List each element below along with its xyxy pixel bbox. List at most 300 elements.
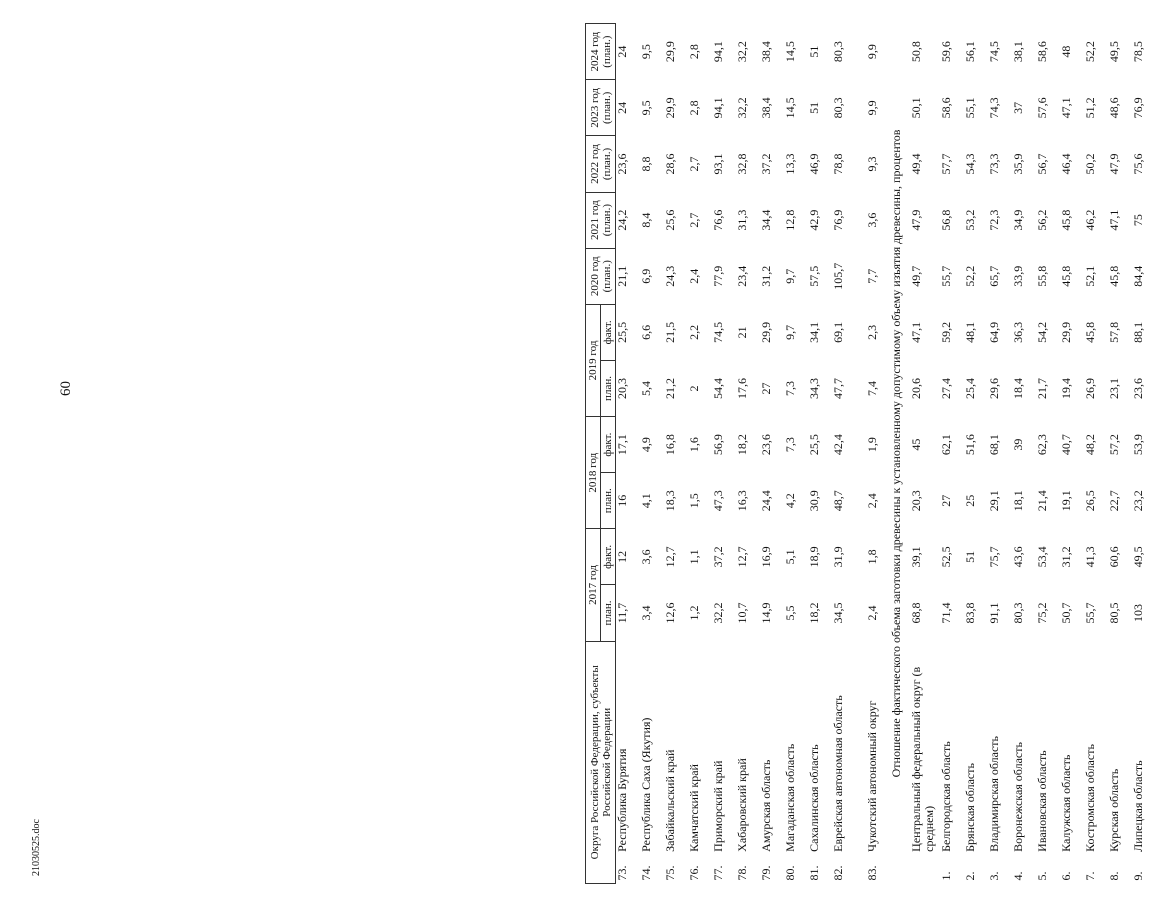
value-cell: 34,1 bbox=[807, 321, 821, 343]
value-cell: 9,3 bbox=[865, 156, 879, 172]
row-number: 3. bbox=[987, 871, 1001, 881]
region-name: Сахалинская область bbox=[807, 744, 821, 852]
value-cell: 37,2 bbox=[711, 546, 725, 568]
value-cell: 49,4 bbox=[909, 153, 923, 175]
value-cell: 2,8 bbox=[687, 44, 701, 60]
value-cell: 32,8 bbox=[735, 153, 749, 175]
value-cell: 41,3 bbox=[1083, 546, 1097, 568]
table-row bbox=[712, 24, 736, 884]
table-row bbox=[940, 24, 964, 884]
value-cell: 1,5 bbox=[687, 493, 701, 509]
value-cell: 7,3 bbox=[783, 437, 797, 453]
header-year-2022: 2022 год (план.) bbox=[586, 136, 616, 192]
value-cell: 23,1 bbox=[1107, 377, 1121, 399]
value-cell: 55,8 bbox=[1035, 265, 1049, 287]
value-cell: 53,2 bbox=[963, 209, 977, 231]
section-title: Отношение фактического объема заготовки древесины к установленному допустимому объему изъятия древесины, процентов bbox=[889, 129, 903, 778]
value-cell: 76,9 bbox=[1131, 97, 1145, 119]
value-cell: 39 bbox=[1011, 438, 1025, 451]
value-cell: 80,3 bbox=[831, 41, 845, 63]
value-cell: 19,4 bbox=[1059, 377, 1073, 399]
table-row bbox=[1036, 24, 1060, 884]
value-cell: 18,3 bbox=[663, 490, 677, 512]
value-cell: 2,4 bbox=[687, 268, 701, 284]
value-cell: 21,1 bbox=[615, 265, 629, 287]
value-cell: 29,9 bbox=[1059, 321, 1073, 343]
value-cell: 75 bbox=[1131, 214, 1145, 227]
value-cell: 94,1 bbox=[711, 41, 725, 63]
value-cell: 1,6 bbox=[687, 437, 701, 453]
value-cell: 14,5 bbox=[783, 97, 797, 119]
value-cell: 34,3 bbox=[807, 377, 821, 399]
header-year-2020: 2020 год (план.) bbox=[586, 248, 616, 304]
value-cell: 24,3 bbox=[663, 265, 677, 287]
value-cell: 47,3 bbox=[711, 490, 725, 512]
value-cell: 80,3 bbox=[1011, 602, 1025, 624]
header-region: Округа Российской Федерации, субъекты Российской Федерации bbox=[586, 641, 616, 883]
value-cell: 5,4 bbox=[639, 380, 653, 396]
value-cell: 2,4 bbox=[865, 605, 879, 621]
value-cell: 45,8 bbox=[1059, 209, 1073, 231]
header-year-2017: 2017 год bbox=[586, 529, 601, 641]
value-cell: 5,1 bbox=[783, 549, 797, 565]
value-cell: 94,1 bbox=[711, 97, 725, 119]
row-number: 78. bbox=[735, 865, 749, 881]
region-name: Центральный федеральный округ (в среднем) bbox=[909, 666, 936, 852]
value-cell: 2,7 bbox=[687, 156, 701, 172]
value-cell: 21,4 bbox=[1035, 490, 1049, 512]
value-cell: 9,7 bbox=[783, 268, 797, 284]
value-cell: 11,7 bbox=[615, 602, 629, 624]
value-cell: 23,6 bbox=[759, 434, 773, 456]
table-row bbox=[1060, 24, 1084, 884]
table-row bbox=[664, 24, 688, 884]
value-cell: 24,2 bbox=[615, 209, 629, 231]
value-cell: 33,9 bbox=[1011, 265, 1025, 287]
table-row bbox=[910, 24, 940, 884]
value-cell: 31,2 bbox=[1059, 546, 1073, 568]
value-cell: 47,9 bbox=[1107, 153, 1121, 175]
value-cell: 20,6 bbox=[909, 377, 923, 399]
region-name: Республика Бурятия bbox=[615, 748, 629, 852]
value-cell: 2,4 bbox=[865, 493, 879, 509]
value-cell: 51 bbox=[807, 45, 821, 58]
value-cell: 76,6 bbox=[711, 209, 725, 231]
value-cell: 27 bbox=[939, 494, 953, 507]
value-cell: 46,4 bbox=[1059, 153, 1073, 175]
value-cell: 74,5 bbox=[711, 321, 725, 343]
header-year-2018: 2018 год bbox=[586, 417, 601, 529]
value-cell: 56,7 bbox=[1035, 153, 1049, 175]
row-number: 8. bbox=[1107, 871, 1121, 881]
value-cell: 25,5 bbox=[615, 321, 629, 343]
value-cell: 39,1 bbox=[909, 546, 923, 568]
value-cell: 29,9 bbox=[663, 41, 677, 63]
value-cell: 38,4 bbox=[759, 41, 773, 63]
value-cell: 49,7 bbox=[909, 265, 923, 287]
value-cell: 42,4 bbox=[831, 434, 845, 456]
value-cell: 59,2 bbox=[939, 321, 953, 343]
row-number: 7. bbox=[1083, 871, 1097, 881]
row-number bbox=[910, 855, 940, 884]
value-cell: 74,3 bbox=[987, 97, 1001, 119]
forestry-table bbox=[585, 23, 1156, 884]
value-cell: 62,1 bbox=[939, 434, 953, 456]
value-cell: 78,5 bbox=[1131, 41, 1145, 63]
row-number: 73. bbox=[615, 865, 629, 881]
row-number: 76. bbox=[687, 865, 701, 881]
region-name: Амурская область bbox=[759, 759, 773, 852]
value-cell: 12,7 bbox=[735, 546, 749, 568]
value-cell: 75,2 bbox=[1035, 602, 1049, 624]
region-name: Калужская область bbox=[1059, 754, 1073, 852]
value-cell: 54,3 bbox=[963, 153, 977, 175]
value-cell: 12 bbox=[615, 550, 629, 563]
value-cell: 73,3 bbox=[987, 153, 1001, 175]
value-cell: 45,8 bbox=[1083, 321, 1097, 343]
value-cell: 2 bbox=[687, 385, 701, 392]
header-fact: факт. bbox=[601, 417, 616, 473]
value-cell: 77,9 bbox=[711, 265, 725, 287]
value-cell: 22,7 bbox=[1107, 490, 1121, 512]
header-year-2019: 2019 год bbox=[586, 304, 601, 416]
value-cell: 25,4 bbox=[963, 377, 977, 399]
value-cell: 21 bbox=[735, 326, 749, 339]
row-number: 1. bbox=[939, 871, 953, 881]
table-row bbox=[808, 24, 832, 884]
value-cell: 54,2 bbox=[1035, 321, 1049, 343]
value-cell: 14,5 bbox=[783, 41, 797, 63]
table-row bbox=[736, 24, 760, 884]
region-name: Липецкая область bbox=[1131, 760, 1145, 852]
value-cell: 69,1 bbox=[831, 321, 845, 343]
table-row bbox=[616, 24, 641, 884]
value-cell: 91,1 bbox=[987, 602, 1001, 624]
value-cell: 27,4 bbox=[939, 377, 953, 399]
region-name: Воронежская область bbox=[1011, 742, 1025, 852]
value-cell: 47,7 bbox=[831, 377, 845, 399]
row-number: 80. bbox=[783, 865, 797, 881]
value-cell: 51,2 bbox=[1083, 97, 1097, 119]
table-row bbox=[1132, 24, 1156, 884]
value-cell: 34,4 bbox=[759, 209, 773, 231]
value-cell: 26,9 bbox=[1083, 377, 1097, 399]
value-cell: 36,3 bbox=[1011, 321, 1025, 343]
region-name: Брянская область bbox=[963, 763, 977, 852]
value-cell: 7,7 bbox=[865, 268, 879, 284]
value-cell: 50,2 bbox=[1083, 153, 1097, 175]
value-cell: 13,3 bbox=[783, 153, 797, 175]
value-cell: 28,6 bbox=[663, 153, 677, 175]
value-cell: 71,4 bbox=[939, 602, 953, 624]
value-cell: 48,6 bbox=[1107, 97, 1121, 119]
value-cell: 76,9 bbox=[831, 209, 845, 231]
row-number: 81. bbox=[807, 865, 821, 881]
value-cell: 59,6 bbox=[939, 41, 953, 63]
value-cell: 78,8 bbox=[831, 153, 845, 175]
value-cell: 45 bbox=[909, 438, 923, 451]
value-cell: 88,1 bbox=[1131, 321, 1145, 343]
value-cell: 21,5 bbox=[663, 321, 677, 343]
row-number: 75. bbox=[663, 865, 677, 881]
value-cell: 50,1 bbox=[909, 97, 923, 119]
value-cell: 23,4 bbox=[735, 265, 749, 287]
table-row bbox=[866, 24, 890, 884]
value-cell: 1,1 bbox=[687, 549, 701, 565]
value-cell: 4,2 bbox=[783, 493, 797, 509]
row-number: 74. bbox=[639, 865, 653, 881]
value-cell: 12,7 bbox=[663, 546, 677, 568]
value-cell: 37,2 bbox=[759, 153, 773, 175]
value-cell: 55,7 bbox=[1083, 602, 1097, 624]
value-cell: 105,7 bbox=[831, 262, 845, 290]
value-cell: 12,6 bbox=[663, 602, 677, 624]
value-cell: 31,3 bbox=[735, 209, 749, 231]
value-cell: 75,7 bbox=[987, 546, 1001, 568]
value-cell: 31,2 bbox=[759, 265, 773, 287]
value-cell: 48,7 bbox=[831, 490, 845, 512]
value-cell: 2,8 bbox=[687, 100, 701, 116]
header-plan: план. bbox=[601, 473, 616, 529]
region-name: Белгородская область bbox=[939, 741, 953, 852]
value-cell: 38,4 bbox=[759, 97, 773, 119]
header-plan: план. bbox=[601, 360, 616, 416]
value-cell: 35,9 bbox=[1011, 153, 1025, 175]
value-cell: 10,7 bbox=[735, 602, 749, 624]
value-cell: 7,4 bbox=[865, 380, 879, 396]
value-cell: 56,1 bbox=[963, 41, 977, 63]
value-cell: 31,9 bbox=[831, 546, 845, 568]
value-cell: 75,6 bbox=[1131, 153, 1145, 175]
row-number: 9. bbox=[1131, 871, 1145, 881]
value-cell: 80,3 bbox=[831, 97, 845, 119]
value-cell: 24 bbox=[615, 45, 629, 58]
value-cell: 53,4 bbox=[1035, 546, 1049, 568]
table-header bbox=[586, 24, 616, 884]
value-cell: 74,5 bbox=[987, 41, 1001, 63]
value-cell: 54,4 bbox=[711, 377, 725, 399]
value-cell: 68,8 bbox=[909, 602, 923, 624]
value-cell: 56,2 bbox=[1035, 209, 1049, 231]
value-cell: 8,8 bbox=[639, 156, 653, 172]
value-cell: 9,5 bbox=[639, 44, 653, 60]
document-filename: 21030525.doc bbox=[31, 819, 42, 876]
value-cell: 57,7 bbox=[939, 153, 953, 175]
value-cell: 103 bbox=[1131, 603, 1145, 622]
value-cell: 18,9 bbox=[807, 546, 821, 568]
value-cell: 55,1 bbox=[963, 97, 977, 119]
value-cell: 56,9 bbox=[711, 434, 725, 456]
header-year-2023: 2023 год (план.) bbox=[586, 80, 616, 136]
value-cell: 18,4 bbox=[1011, 377, 1025, 399]
value-cell: 49,5 bbox=[1107, 41, 1121, 63]
value-cell: 16 bbox=[615, 494, 629, 507]
value-cell: 60,6 bbox=[1107, 546, 1121, 568]
value-cell: 2,3 bbox=[865, 324, 879, 340]
value-cell: 12,8 bbox=[783, 209, 797, 231]
value-cell: 40,7 bbox=[1059, 434, 1073, 456]
value-cell: 72,3 bbox=[987, 209, 1001, 231]
value-cell: 16,3 bbox=[735, 490, 749, 512]
value-cell: 23,6 bbox=[1131, 377, 1145, 399]
row-number: 83. bbox=[865, 865, 879, 881]
value-cell: 57,8 bbox=[1107, 321, 1121, 343]
value-cell: 19,1 bbox=[1059, 490, 1073, 512]
row-number: 6. bbox=[1059, 871, 1073, 881]
section-title-row bbox=[890, 24, 910, 884]
value-cell: 38,1 bbox=[1011, 41, 1025, 63]
value-cell: 29,1 bbox=[987, 490, 1001, 512]
value-cell: 57,6 bbox=[1035, 97, 1049, 119]
table-row bbox=[1012, 24, 1036, 884]
value-cell: 6,9 bbox=[639, 268, 653, 284]
value-cell: 3,6 bbox=[865, 212, 879, 228]
value-cell: 48,2 bbox=[1083, 434, 1097, 456]
region-name: Ивановская область bbox=[1035, 750, 1049, 852]
value-cell: 8,4 bbox=[639, 212, 653, 228]
row-number: 82. bbox=[831, 865, 845, 881]
table-row bbox=[688, 24, 712, 884]
value-cell: 58,6 bbox=[939, 97, 953, 119]
value-cell: 56,8 bbox=[939, 209, 953, 231]
value-cell: 7,3 bbox=[783, 380, 797, 396]
header-year-2021: 2021 год (план.) bbox=[586, 192, 616, 248]
value-cell: 23,2 bbox=[1131, 490, 1145, 512]
value-cell: 51 bbox=[963, 550, 977, 563]
value-cell: 47,1 bbox=[1059, 97, 1073, 119]
table-row bbox=[988, 24, 1012, 884]
value-cell: 65,7 bbox=[987, 265, 1001, 287]
value-cell: 32,2 bbox=[711, 602, 725, 624]
value-cell: 93,1 bbox=[711, 153, 725, 175]
value-cell: 55,7 bbox=[939, 265, 953, 287]
value-cell: 53,9 bbox=[1131, 434, 1145, 456]
value-cell: 17,1 bbox=[615, 434, 629, 456]
value-cell: 80,5 bbox=[1107, 602, 1121, 624]
value-cell: 4,1 bbox=[639, 493, 653, 509]
value-cell: 24,4 bbox=[759, 490, 773, 512]
value-cell: 62,3 bbox=[1035, 434, 1049, 456]
header-year-2024: 2024 год (план.) bbox=[586, 24, 616, 80]
value-cell: 52,2 bbox=[1083, 41, 1097, 63]
value-cell: 27 bbox=[759, 382, 773, 395]
region-name: Республика Саха (Якутия) bbox=[639, 717, 653, 852]
value-cell: 42,9 bbox=[807, 209, 821, 231]
value-cell: 46,9 bbox=[807, 153, 821, 175]
row-number: 4. bbox=[1011, 871, 1025, 881]
table-row bbox=[832, 24, 866, 884]
value-cell: 52,2 bbox=[963, 265, 977, 287]
value-cell: 25 bbox=[963, 494, 977, 507]
value-cell: 9,7 bbox=[783, 324, 797, 340]
value-cell: 21,2 bbox=[663, 377, 677, 399]
table-row bbox=[1108, 24, 1132, 884]
row-number: 79. bbox=[759, 865, 773, 881]
page-number: 60 bbox=[58, 381, 74, 396]
value-cell: 1,2 bbox=[687, 605, 701, 621]
region-name: Забайкальский край bbox=[663, 749, 677, 852]
value-cell: 23,6 bbox=[615, 153, 629, 175]
rotated-table-container bbox=[585, 23, 1145, 884]
value-cell: 47,1 bbox=[909, 321, 923, 343]
value-cell: 45,8 bbox=[1107, 265, 1121, 287]
value-cell: 34,5 bbox=[831, 602, 845, 624]
region-name: Костромская область bbox=[1083, 744, 1097, 852]
value-cell: 64,9 bbox=[987, 321, 1001, 343]
value-cell: 46,2 bbox=[1083, 209, 1097, 231]
row-number: 5. bbox=[1035, 871, 1049, 881]
value-cell: 34,9 bbox=[1011, 209, 1025, 231]
value-cell: 2,7 bbox=[687, 212, 701, 228]
value-cell: 18,2 bbox=[807, 602, 821, 624]
region-name: Еврейская автономная область bbox=[831, 695, 845, 852]
value-cell: 18,2 bbox=[735, 434, 749, 456]
region-name: Хабаровский край bbox=[735, 758, 749, 852]
value-cell: 17,6 bbox=[735, 377, 749, 399]
table-body bbox=[616, 24, 1156, 884]
value-cell: 83,8 bbox=[963, 602, 977, 624]
region-name: Камчатский край bbox=[687, 764, 701, 852]
region-name: Курская область bbox=[1107, 768, 1121, 852]
row-number: 2. bbox=[963, 871, 977, 881]
value-cell: 52,1 bbox=[1083, 265, 1097, 287]
value-cell: 6,6 bbox=[639, 324, 653, 340]
table-row bbox=[784, 24, 808, 884]
value-cell: 4,9 bbox=[639, 437, 653, 453]
value-cell: 20,3 bbox=[615, 377, 629, 399]
header-plan: план. bbox=[601, 585, 616, 641]
value-cell: 50,7 bbox=[1059, 602, 1073, 624]
value-cell: 47,9 bbox=[909, 209, 923, 231]
value-cell: 32,2 bbox=[735, 41, 749, 63]
table-row bbox=[1084, 24, 1108, 884]
value-cell: 2,2 bbox=[687, 324, 701, 340]
row-number: 77. bbox=[711, 865, 725, 881]
value-cell: 37 bbox=[1011, 101, 1025, 114]
value-cell: 32,2 bbox=[735, 97, 749, 119]
value-cell: 45,8 bbox=[1059, 265, 1073, 287]
table-row bbox=[964, 24, 988, 884]
value-cell: 16,9 bbox=[759, 546, 773, 568]
value-cell: 24 bbox=[615, 101, 629, 114]
value-cell: 3,6 bbox=[639, 549, 653, 565]
table-row bbox=[760, 24, 784, 884]
value-cell: 52,5 bbox=[939, 546, 953, 568]
region-name: Приморский край bbox=[711, 760, 725, 852]
header-fact: факт. bbox=[601, 304, 616, 360]
value-cell: 21,7 bbox=[1035, 377, 1049, 399]
value-cell: 16,8 bbox=[663, 434, 677, 456]
value-cell: 25,6 bbox=[663, 209, 677, 231]
value-cell: 57,5 bbox=[807, 265, 821, 287]
value-cell: 47,1 bbox=[1107, 209, 1121, 231]
value-cell: 68,1 bbox=[987, 434, 1001, 456]
value-cell: 14,9 bbox=[759, 602, 773, 624]
header-fact: факт. bbox=[601, 529, 616, 585]
value-cell: 9,9 bbox=[865, 44, 879, 60]
region-name: Владимирская область bbox=[987, 735, 1001, 852]
value-cell: 30,9 bbox=[807, 490, 821, 512]
value-cell: 18,1 bbox=[1011, 490, 1025, 512]
value-cell: 1,8 bbox=[865, 549, 879, 565]
value-cell: 58,6 bbox=[1035, 41, 1049, 63]
value-cell: 25,5 bbox=[807, 434, 821, 456]
region-name: Чукотский автономный округ bbox=[865, 700, 879, 852]
value-cell: 51,6 bbox=[963, 434, 977, 456]
value-cell: 57,2 bbox=[1107, 434, 1121, 456]
value-cell: 1,9 bbox=[865, 437, 879, 453]
value-cell: 29,9 bbox=[759, 321, 773, 343]
